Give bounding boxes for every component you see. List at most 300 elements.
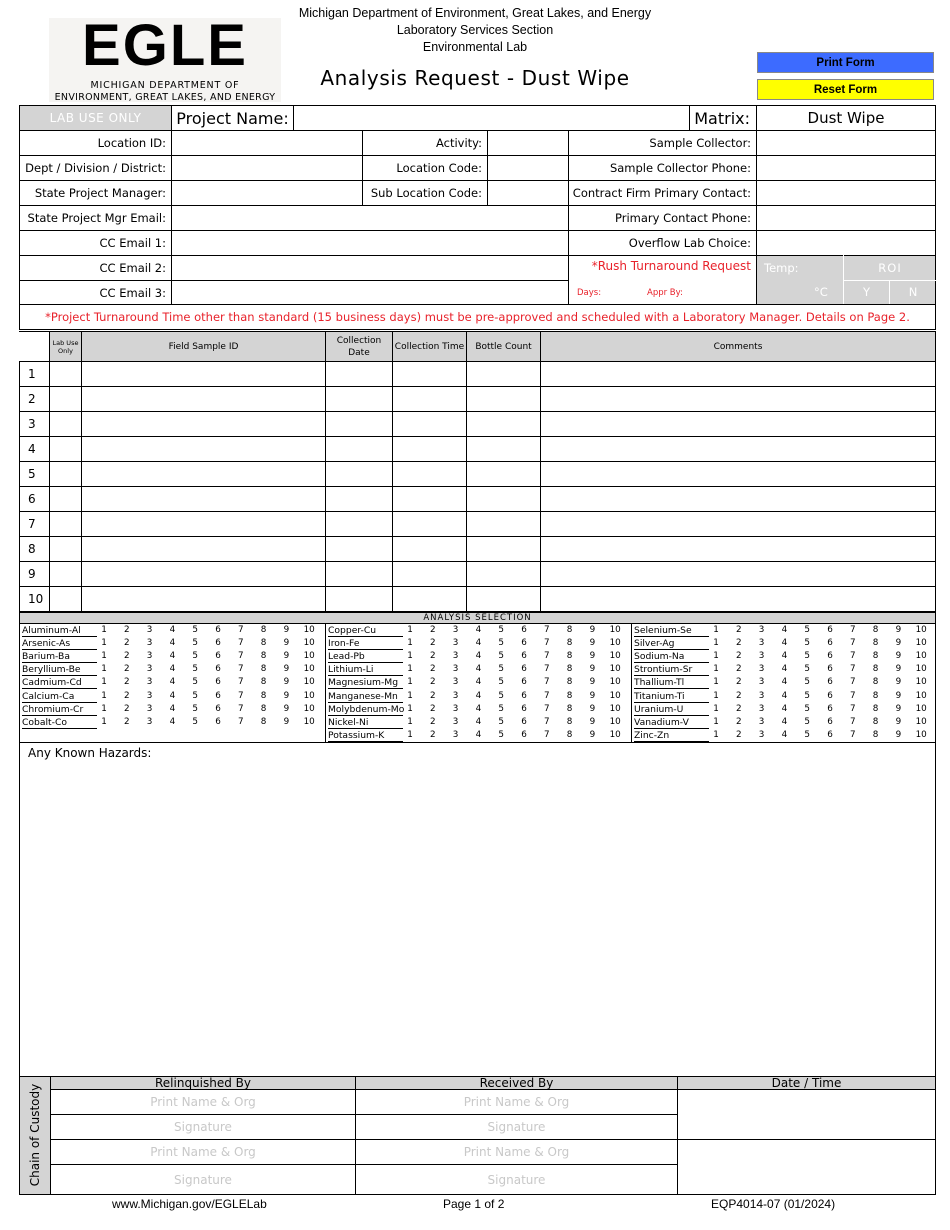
analyte-sample-checkbox[interactable]: 2 [735, 651, 742, 662]
analyte-sample-checkbox[interactable]: 10 [609, 664, 621, 675]
analyte-sample-checkbox[interactable]: 2 [735, 703, 742, 714]
bottle-count-input[interactable] [466, 386, 541, 412]
analyte-sample-checkbox[interactable]: 9 [283, 716, 290, 727]
analyte-sample-checkbox[interactable]: 9 [589, 716, 596, 727]
comments-input[interactable] [540, 536, 936, 562]
analyte-sample-checkbox[interactable]: 3 [146, 625, 153, 635]
analyte-sample-checkbox[interactable]: 10 [609, 703, 621, 714]
analyte-sample-checkbox[interactable]: 8 [872, 677, 879, 688]
sample-collector-input[interactable] [756, 130, 936, 156]
analyte-sample-checkbox[interactable]: 2 [429, 664, 436, 675]
analyte-sample-checkbox[interactable]: 8 [260, 690, 267, 701]
analyte-sample-checkbox[interactable]: 5 [804, 651, 810, 662]
analyte-sample-checkbox[interactable]: 5 [804, 716, 810, 727]
bottle-count-input[interactable] [466, 586, 541, 612]
analyte-sample-checkbox[interactable]: 1 [407, 625, 413, 635]
analyte-sample-checkbox[interactable]: 4 [475, 638, 482, 649]
analyte-sample-checkbox[interactable]: 10 [609, 638, 621, 649]
comments-input[interactable] [540, 486, 936, 512]
analyte-sample-checkbox[interactable]: 7 [849, 677, 856, 688]
analyte-sample-checkbox[interactable]: 4 [169, 716, 176, 727]
analyte-sample-checkbox[interactable]: 7 [543, 651, 550, 662]
analyte-sample-checkbox[interactable]: 4 [781, 625, 788, 635]
analyte-sample-checkbox[interactable]: 3 [758, 651, 765, 662]
analyte-sample-checkbox[interactable]: 7 [543, 664, 550, 675]
analyte-sample-checkbox[interactable]: 2 [735, 729, 742, 740]
analyte-sample-checkbox[interactable]: 3 [758, 703, 765, 714]
analyte-sample-checkbox[interactable]: 1 [407, 664, 413, 675]
analyte-sample-checkbox[interactable]: 3 [758, 729, 765, 740]
analyte-sample-checkbox[interactable]: 2 [429, 638, 436, 649]
analyte-sample-checkbox[interactable]: 9 [283, 703, 290, 714]
collection-date-input[interactable] [325, 361, 393, 387]
analyte-sample-checkbox[interactable]: 8 [260, 664, 267, 675]
bottle-count-input[interactable] [466, 536, 541, 562]
analyte-sample-checkbox[interactable]: 8 [872, 638, 879, 649]
analyte-sample-checkbox[interactable]: 5 [804, 677, 810, 688]
collection-date-input[interactable] [325, 436, 393, 462]
analyte-sample-checkbox[interactable]: 2 [123, 703, 130, 714]
analyte-sample-checkbox[interactable]: 5 [192, 690, 198, 701]
analyte-sample-checkbox[interactable]: 10 [609, 716, 621, 727]
analyte-sample-checkbox[interactable]: 3 [452, 729, 459, 740]
analyte-sample-checkbox[interactable]: 9 [589, 664, 596, 675]
analyte-sample-checkbox[interactable]: 8 [260, 677, 267, 688]
analyte-sample-checkbox[interactable]: 9 [589, 703, 596, 714]
analyte-sample-checkbox[interactable]: 8 [872, 729, 879, 740]
analyte-sample-checkbox[interactable]: 9 [895, 690, 902, 701]
analyte-sample-checkbox[interactable]: 5 [498, 703, 504, 714]
analyte-sample-checkbox[interactable]: 10 [915, 729, 927, 740]
received-signature-1[interactable]: Signature [355, 1114, 678, 1140]
hazards-box[interactable] [19, 742, 936, 1077]
analyte-sample-checkbox[interactable]: 1 [101, 638, 107, 649]
analyte-sample-checkbox[interactable]: 6 [521, 651, 527, 662]
analyte-sample-checkbox[interactable]: 8 [566, 716, 573, 727]
collection-date-input[interactable] [325, 386, 393, 412]
location-id-input[interactable] [171, 130, 363, 156]
sub-location-code-input[interactable] [487, 180, 569, 206]
collection-time-input[interactable] [392, 536, 467, 562]
analyte-sample-checkbox[interactable]: 7 [849, 703, 856, 714]
analyte-sample-checkbox[interactable]: 10 [915, 690, 927, 701]
analyte-sample-checkbox[interactable]: 10 [609, 729, 621, 740]
analyte-sample-checkbox[interactable]: 8 [566, 625, 573, 635]
analyte-sample-checkbox[interactable]: 2 [123, 664, 130, 675]
analyte-sample-checkbox[interactable]: 5 [498, 638, 504, 649]
analyte-sample-checkbox[interactable]: 6 [827, 651, 833, 662]
analyte-sample-checkbox[interactable]: 3 [146, 703, 153, 714]
analyte-sample-checkbox[interactable]: 5 [498, 651, 504, 662]
analyte-sample-checkbox[interactable]: 7 [237, 664, 244, 675]
cc-email-1-input[interactable] [171, 230, 569, 256]
analyte-sample-checkbox[interactable]: 7 [237, 690, 244, 701]
analyte-sample-checkbox[interactable]: 6 [827, 638, 833, 649]
field-sample-id-input[interactable] [81, 586, 326, 612]
relinquished-print-name-1[interactable]: Print Name & Org [50, 1089, 356, 1115]
analyte-sample-checkbox[interactable]: 7 [543, 638, 550, 649]
analyte-sample-checkbox[interactable]: 8 [566, 638, 573, 649]
analyte-sample-checkbox[interactable]: 9 [283, 625, 290, 635]
analyte-sample-checkbox[interactable]: 6 [215, 690, 221, 701]
analyte-sample-checkbox[interactable]: 4 [475, 651, 482, 662]
analyte-sample-checkbox[interactable]: 9 [895, 664, 902, 675]
analyte-sample-checkbox[interactable]: 10 [303, 651, 315, 662]
analyte-sample-checkbox[interactable]: 9 [589, 638, 596, 649]
analyte-sample-checkbox[interactable]: 7 [849, 690, 856, 701]
analyte-sample-checkbox[interactable]: 10 [915, 625, 927, 635]
analyte-sample-checkbox[interactable]: 5 [804, 638, 810, 649]
analyte-sample-checkbox[interactable]: 7 [237, 677, 244, 688]
collection-time-input[interactable] [392, 586, 467, 612]
relinquished-signature-1[interactable]: Signature [50, 1114, 356, 1140]
analyte-sample-checkbox[interactable]: 2 [735, 638, 742, 649]
analyte-sample-checkbox[interactable]: 4 [781, 703, 788, 714]
primary-contact-phone-input[interactable] [756, 205, 936, 231]
analyte-sample-checkbox[interactable]: 1 [407, 677, 413, 688]
analyte-sample-checkbox[interactable]: 6 [827, 664, 833, 675]
analyte-sample-checkbox[interactable]: 2 [735, 677, 742, 688]
analyte-sample-checkbox[interactable]: 3 [146, 638, 153, 649]
analyte-sample-checkbox[interactable]: 3 [452, 716, 459, 727]
collection-date-input[interactable] [325, 411, 393, 437]
analyte-sample-checkbox[interactable]: 3 [146, 664, 153, 675]
bottle-count-input[interactable] [466, 511, 541, 537]
analyte-sample-checkbox[interactable]: 8 [872, 690, 879, 701]
analyte-sample-checkbox[interactable]: 3 [758, 625, 765, 635]
comments-input[interactable] [540, 561, 936, 587]
analyte-sample-checkbox[interactable]: 9 [283, 638, 290, 649]
analyte-sample-checkbox[interactable]: 10 [303, 716, 315, 727]
print-form-button[interactable]: Print Form [757, 52, 934, 73]
analyte-sample-checkbox[interactable]: 7 [849, 651, 856, 662]
field-sample-id-input[interactable] [81, 486, 326, 512]
analyte-sample-checkbox[interactable]: 3 [758, 638, 765, 649]
field-sample-id-input[interactable] [81, 561, 326, 587]
analyte-sample-checkbox[interactable]: 8 [566, 703, 573, 714]
analyte-sample-checkbox[interactable]: 9 [589, 729, 596, 740]
analyte-sample-checkbox[interactable]: 6 [827, 625, 833, 635]
analyte-sample-checkbox[interactable]: 7 [543, 625, 550, 635]
analyte-sample-checkbox[interactable]: 3 [452, 703, 459, 714]
analyte-sample-checkbox[interactable]: 5 [192, 664, 198, 675]
analyte-sample-checkbox[interactable]: 9 [589, 651, 596, 662]
analyte-sample-checkbox[interactable]: 5 [192, 677, 198, 688]
analyte-sample-checkbox[interactable]: 7 [543, 729, 550, 740]
cc-email-2-input[interactable] [171, 255, 569, 281]
analyte-sample-checkbox[interactable]: 3 [758, 677, 765, 688]
analyte-sample-checkbox[interactable]: 4 [781, 690, 788, 701]
analyte-sample-checkbox[interactable]: 1 [101, 690, 107, 701]
analyte-sample-checkbox[interactable]: 7 [543, 716, 550, 727]
analyte-sample-checkbox[interactable]: 10 [915, 638, 927, 649]
analyte-sample-checkbox[interactable]: 3 [452, 638, 459, 649]
analyte-sample-checkbox[interactable]: 5 [804, 625, 810, 635]
analyte-sample-checkbox[interactable]: 6 [215, 638, 221, 649]
analyte-sample-checkbox[interactable]: 1 [713, 703, 719, 714]
analyte-sample-checkbox[interactable]: 1 [713, 690, 719, 701]
analyte-sample-checkbox[interactable]: 1 [713, 677, 719, 688]
analyte-sample-checkbox[interactable]: 1 [407, 690, 413, 701]
analyte-sample-checkbox[interactable]: 7 [849, 625, 856, 635]
analyte-sample-checkbox[interactable]: 9 [283, 677, 290, 688]
analyte-sample-checkbox[interactable]: 1 [101, 677, 107, 688]
analyte-sample-checkbox[interactable]: 4 [781, 638, 788, 649]
analyte-sample-checkbox[interactable]: 6 [215, 651, 221, 662]
analyte-sample-checkbox[interactable]: 2 [735, 664, 742, 675]
analyte-sample-checkbox[interactable]: 1 [407, 729, 413, 740]
analyte-sample-checkbox[interactable]: 3 [146, 651, 153, 662]
analyte-sample-checkbox[interactable]: 3 [146, 690, 153, 701]
analyte-sample-checkbox[interactable]: 6 [215, 703, 221, 714]
collection-date-input[interactable] [325, 536, 393, 562]
collection-time-input[interactable] [392, 561, 467, 587]
analyte-sample-checkbox[interactable]: 10 [303, 625, 315, 635]
analyte-sample-checkbox[interactable]: 5 [804, 703, 810, 714]
comments-input[interactable] [540, 386, 936, 412]
analyte-sample-checkbox[interactable]: 7 [237, 716, 244, 727]
analyte-sample-checkbox[interactable]: 4 [475, 677, 482, 688]
analyte-sample-checkbox[interactable]: 9 [895, 729, 902, 740]
analyte-sample-checkbox[interactable]: 8 [566, 664, 573, 675]
bottle-count-input[interactable] [466, 461, 541, 487]
analyte-sample-checkbox[interactable]: 1 [101, 625, 107, 635]
analyte-sample-checkbox[interactable]: 8 [260, 638, 267, 649]
analyte-sample-checkbox[interactable]: 2 [429, 651, 436, 662]
analyte-sample-checkbox[interactable]: 2 [123, 651, 130, 662]
analyte-sample-checkbox[interactable]: 4 [475, 690, 482, 701]
analyte-sample-checkbox[interactable]: 4 [169, 651, 176, 662]
analyte-sample-checkbox[interactable]: 5 [192, 651, 198, 662]
analyte-sample-checkbox[interactable]: 3 [452, 651, 459, 662]
analyte-sample-checkbox[interactable]: 5 [804, 664, 810, 675]
analyte-sample-checkbox[interactable]: 1 [713, 664, 719, 675]
analyte-sample-checkbox[interactable]: 2 [123, 638, 130, 649]
analyte-sample-checkbox[interactable]: 6 [827, 703, 833, 714]
comments-input[interactable] [540, 511, 936, 537]
analyte-sample-checkbox[interactable]: 3 [146, 716, 153, 727]
analyte-sample-checkbox[interactable]: 2 [123, 625, 130, 635]
analyte-sample-checkbox[interactable]: 9 [895, 651, 902, 662]
analyte-sample-checkbox[interactable]: 8 [566, 729, 573, 740]
analyte-sample-checkbox[interactable]: 4 [781, 677, 788, 688]
relinquished-signature-2[interactable]: Signature [50, 1164, 356, 1195]
collection-time-input[interactable] [392, 486, 467, 512]
field-sample-id-input[interactable] [81, 461, 326, 487]
analyte-sample-checkbox[interactable]: 3 [452, 677, 459, 688]
analyte-sample-checkbox[interactable]: 1 [407, 651, 413, 662]
contract-firm-input[interactable] [756, 180, 936, 206]
analyte-sample-checkbox[interactable]: 8 [260, 625, 267, 635]
analyte-sample-checkbox[interactable]: 6 [521, 690, 527, 701]
analyte-sample-checkbox[interactable]: 10 [915, 703, 927, 714]
field-sample-id-input[interactable] [81, 536, 326, 562]
analyte-sample-checkbox[interactable]: 8 [566, 690, 573, 701]
analyte-sample-checkbox[interactable]: 2 [429, 716, 436, 727]
analyte-sample-checkbox[interactable]: 7 [849, 638, 856, 649]
collection-date-input[interactable] [325, 461, 393, 487]
analyte-sample-checkbox[interactable]: 9 [895, 677, 902, 688]
analyte-sample-checkbox[interactable]: 3 [758, 664, 765, 675]
analyte-sample-checkbox[interactable]: 5 [498, 716, 504, 727]
analyte-sample-checkbox[interactable]: 1 [713, 625, 719, 635]
date-time-input-2[interactable] [677, 1139, 936, 1195]
analyte-sample-checkbox[interactable]: 8 [872, 625, 879, 635]
analyte-sample-checkbox[interactable]: 1 [713, 716, 719, 727]
analyte-sample-checkbox[interactable]: 3 [146, 677, 153, 688]
analyte-sample-checkbox[interactable]: 1 [101, 651, 107, 662]
collection-date-input[interactable] [325, 586, 393, 612]
analyte-sample-checkbox[interactable]: 8 [260, 703, 267, 714]
collection-time-input[interactable] [392, 386, 467, 412]
analyte-sample-checkbox[interactable]: 7 [237, 703, 244, 714]
comments-input[interactable] [540, 586, 936, 612]
analyte-sample-checkbox[interactable]: 4 [475, 729, 482, 740]
activity-input[interactable] [487, 130, 569, 156]
analyte-sample-checkbox[interactable]: 7 [543, 677, 550, 688]
collection-time-input[interactable] [392, 461, 467, 487]
field-sample-id-input[interactable] [81, 436, 326, 462]
analyte-sample-checkbox[interactable]: 6 [827, 729, 833, 740]
analyte-sample-checkbox[interactable]: 4 [169, 625, 176, 635]
analyte-sample-checkbox[interactable]: 10 [303, 638, 315, 649]
analyte-sample-checkbox[interactable]: 2 [123, 716, 130, 727]
comments-input[interactable] [540, 461, 936, 487]
analyte-sample-checkbox[interactable]: 6 [521, 677, 527, 688]
analyte-sample-checkbox[interactable]: 6 [827, 677, 833, 688]
analyte-sample-checkbox[interactable]: 2 [735, 690, 742, 701]
analyte-sample-checkbox[interactable]: 9 [589, 625, 596, 635]
analyte-sample-checkbox[interactable]: 5 [498, 677, 504, 688]
analyte-sample-checkbox[interactable]: 4 [169, 664, 176, 675]
analyte-sample-checkbox[interactable]: 2 [429, 729, 436, 740]
analyte-sample-checkbox[interactable]: 5 [192, 638, 198, 649]
reset-form-button[interactable]: Reset Form [757, 79, 934, 100]
analyte-sample-checkbox[interactable]: 4 [475, 664, 482, 675]
analyte-sample-checkbox[interactable]: 5 [804, 690, 810, 701]
collection-time-input[interactable] [392, 511, 467, 537]
analyte-sample-checkbox[interactable]: 1 [713, 651, 719, 662]
bottle-count-input[interactable] [466, 436, 541, 462]
cc-email-3-input[interactable] [171, 280, 569, 305]
collection-date-input[interactable] [325, 486, 393, 512]
analyte-sample-checkbox[interactable]: 6 [215, 716, 221, 727]
analyte-sample-checkbox[interactable]: 4 [169, 690, 176, 701]
field-sample-id-input[interactable] [81, 386, 326, 412]
analyte-sample-checkbox[interactable]: 3 [758, 716, 765, 727]
analyte-sample-checkbox[interactable]: 9 [895, 638, 902, 649]
analyte-sample-checkbox[interactable]: 6 [521, 703, 527, 714]
analyte-sample-checkbox[interactable]: 2 [429, 677, 436, 688]
analyte-sample-checkbox[interactable]: 5 [192, 625, 198, 635]
analyte-sample-checkbox[interactable]: 10 [915, 677, 927, 688]
analyte-sample-checkbox[interactable]: 4 [781, 651, 788, 662]
state-pm-email-input[interactable] [171, 205, 569, 231]
analyte-sample-checkbox[interactable]: 5 [192, 716, 198, 727]
received-signature-2[interactable]: Signature [355, 1164, 678, 1195]
analyte-sample-checkbox[interactable]: 9 [895, 703, 902, 714]
analyte-sample-checkbox[interactable]: 4 [169, 677, 176, 688]
analyte-sample-checkbox[interactable]: 4 [475, 716, 482, 727]
state-pm-input[interactable] [171, 180, 363, 206]
analyte-sample-checkbox[interactable]: 7 [849, 729, 856, 740]
analyte-sample-checkbox[interactable]: 6 [521, 664, 527, 675]
analyte-sample-checkbox[interactable]: 1 [713, 638, 719, 649]
analyte-sample-checkbox[interactable]: 6 [827, 690, 833, 701]
relinquished-print-name-2[interactable]: Print Name & Org [50, 1139, 356, 1165]
analyte-sample-checkbox[interactable]: 1 [713, 729, 719, 740]
analyte-sample-checkbox[interactable]: 8 [872, 716, 879, 727]
bottle-count-input[interactable] [466, 361, 541, 387]
overflow-lab-input[interactable] [756, 230, 936, 256]
analyte-sample-checkbox[interactable]: 7 [849, 664, 856, 675]
analyte-sample-checkbox[interactable]: 6 [521, 729, 527, 740]
analyte-sample-checkbox[interactable]: 10 [609, 651, 621, 662]
analyte-sample-checkbox[interactable]: 8 [566, 651, 573, 662]
analyte-sample-checkbox[interactable]: 3 [452, 664, 459, 675]
analyte-sample-checkbox[interactable]: 9 [283, 690, 290, 701]
analyte-sample-checkbox[interactable]: 7 [543, 690, 550, 701]
comments-input[interactable] [540, 361, 936, 387]
field-sample-id-input[interactable] [81, 511, 326, 537]
analyte-sample-checkbox[interactable]: 5 [498, 729, 504, 740]
analyte-sample-checkbox[interactable]: 9 [283, 651, 290, 662]
analyte-sample-checkbox[interactable]: 5 [804, 729, 810, 740]
analyte-sample-checkbox[interactable]: 10 [303, 677, 315, 688]
analyte-sample-checkbox[interactable]: 7 [543, 703, 550, 714]
bottle-count-input[interactable] [466, 411, 541, 437]
analyte-sample-checkbox[interactable]: 4 [781, 729, 788, 740]
analyte-sample-checkbox[interactable]: 10 [915, 664, 927, 675]
analyte-sample-checkbox[interactable]: 2 [735, 716, 742, 727]
collection-time-input[interactable] [392, 436, 467, 462]
analyte-sample-checkbox[interactable]: 10 [609, 690, 621, 701]
analyte-sample-checkbox[interactable]: 6 [215, 664, 221, 675]
date-time-input-1[interactable] [677, 1089, 936, 1140]
analyte-sample-checkbox[interactable]: 7 [849, 716, 856, 727]
analyte-sample-checkbox[interactable]: 4 [781, 716, 788, 727]
analyte-sample-checkbox[interactable]: 2 [123, 677, 130, 688]
comments-input[interactable] [540, 436, 936, 462]
analyte-sample-checkbox[interactable]: 6 [215, 677, 221, 688]
analyte-sample-checkbox[interactable]: 10 [609, 677, 621, 688]
analyte-sample-checkbox[interactable]: 9 [895, 716, 902, 727]
footer-url[interactable]: www.Michigan.gov/EGLELab [112, 1197, 267, 1211]
bottle-count-input[interactable] [466, 486, 541, 512]
analyte-sample-checkbox[interactable]: 1 [407, 703, 413, 714]
analyte-sample-checkbox[interactable]: 6 [827, 716, 833, 727]
sample-collector-phone-input[interactable] [756, 155, 936, 181]
field-sample-id-input[interactable] [81, 411, 326, 437]
roi-yes-checkbox[interactable]: Y [862, 285, 871, 299]
analyte-sample-checkbox[interactable]: 1 [101, 703, 107, 714]
bottle-count-input[interactable] [466, 561, 541, 587]
analyte-sample-checkbox[interactable]: 8 [872, 664, 879, 675]
analyte-sample-checkbox[interactable]: 1 [407, 716, 413, 727]
dept-division-input[interactable] [171, 155, 363, 181]
received-print-name-2[interactable]: Print Name & Org [355, 1139, 678, 1165]
collection-time-input[interactable] [392, 361, 467, 387]
analyte-sample-checkbox[interactable]: 10 [303, 664, 315, 675]
analyte-sample-checkbox[interactable]: 4 [169, 638, 176, 649]
received-print-name-1[interactable]: Print Name & Org [355, 1089, 678, 1115]
analyte-sample-checkbox[interactable]: 2 [735, 625, 742, 635]
analyte-sample-checkbox[interactable]: 8 [260, 716, 267, 727]
analyte-sample-checkbox[interactable]: 10 [303, 703, 315, 714]
analyte-sample-checkbox[interactable]: 10 [609, 625, 621, 635]
comments-input[interactable] [540, 411, 936, 437]
analyte-sample-checkbox[interactable]: 9 [589, 690, 596, 701]
